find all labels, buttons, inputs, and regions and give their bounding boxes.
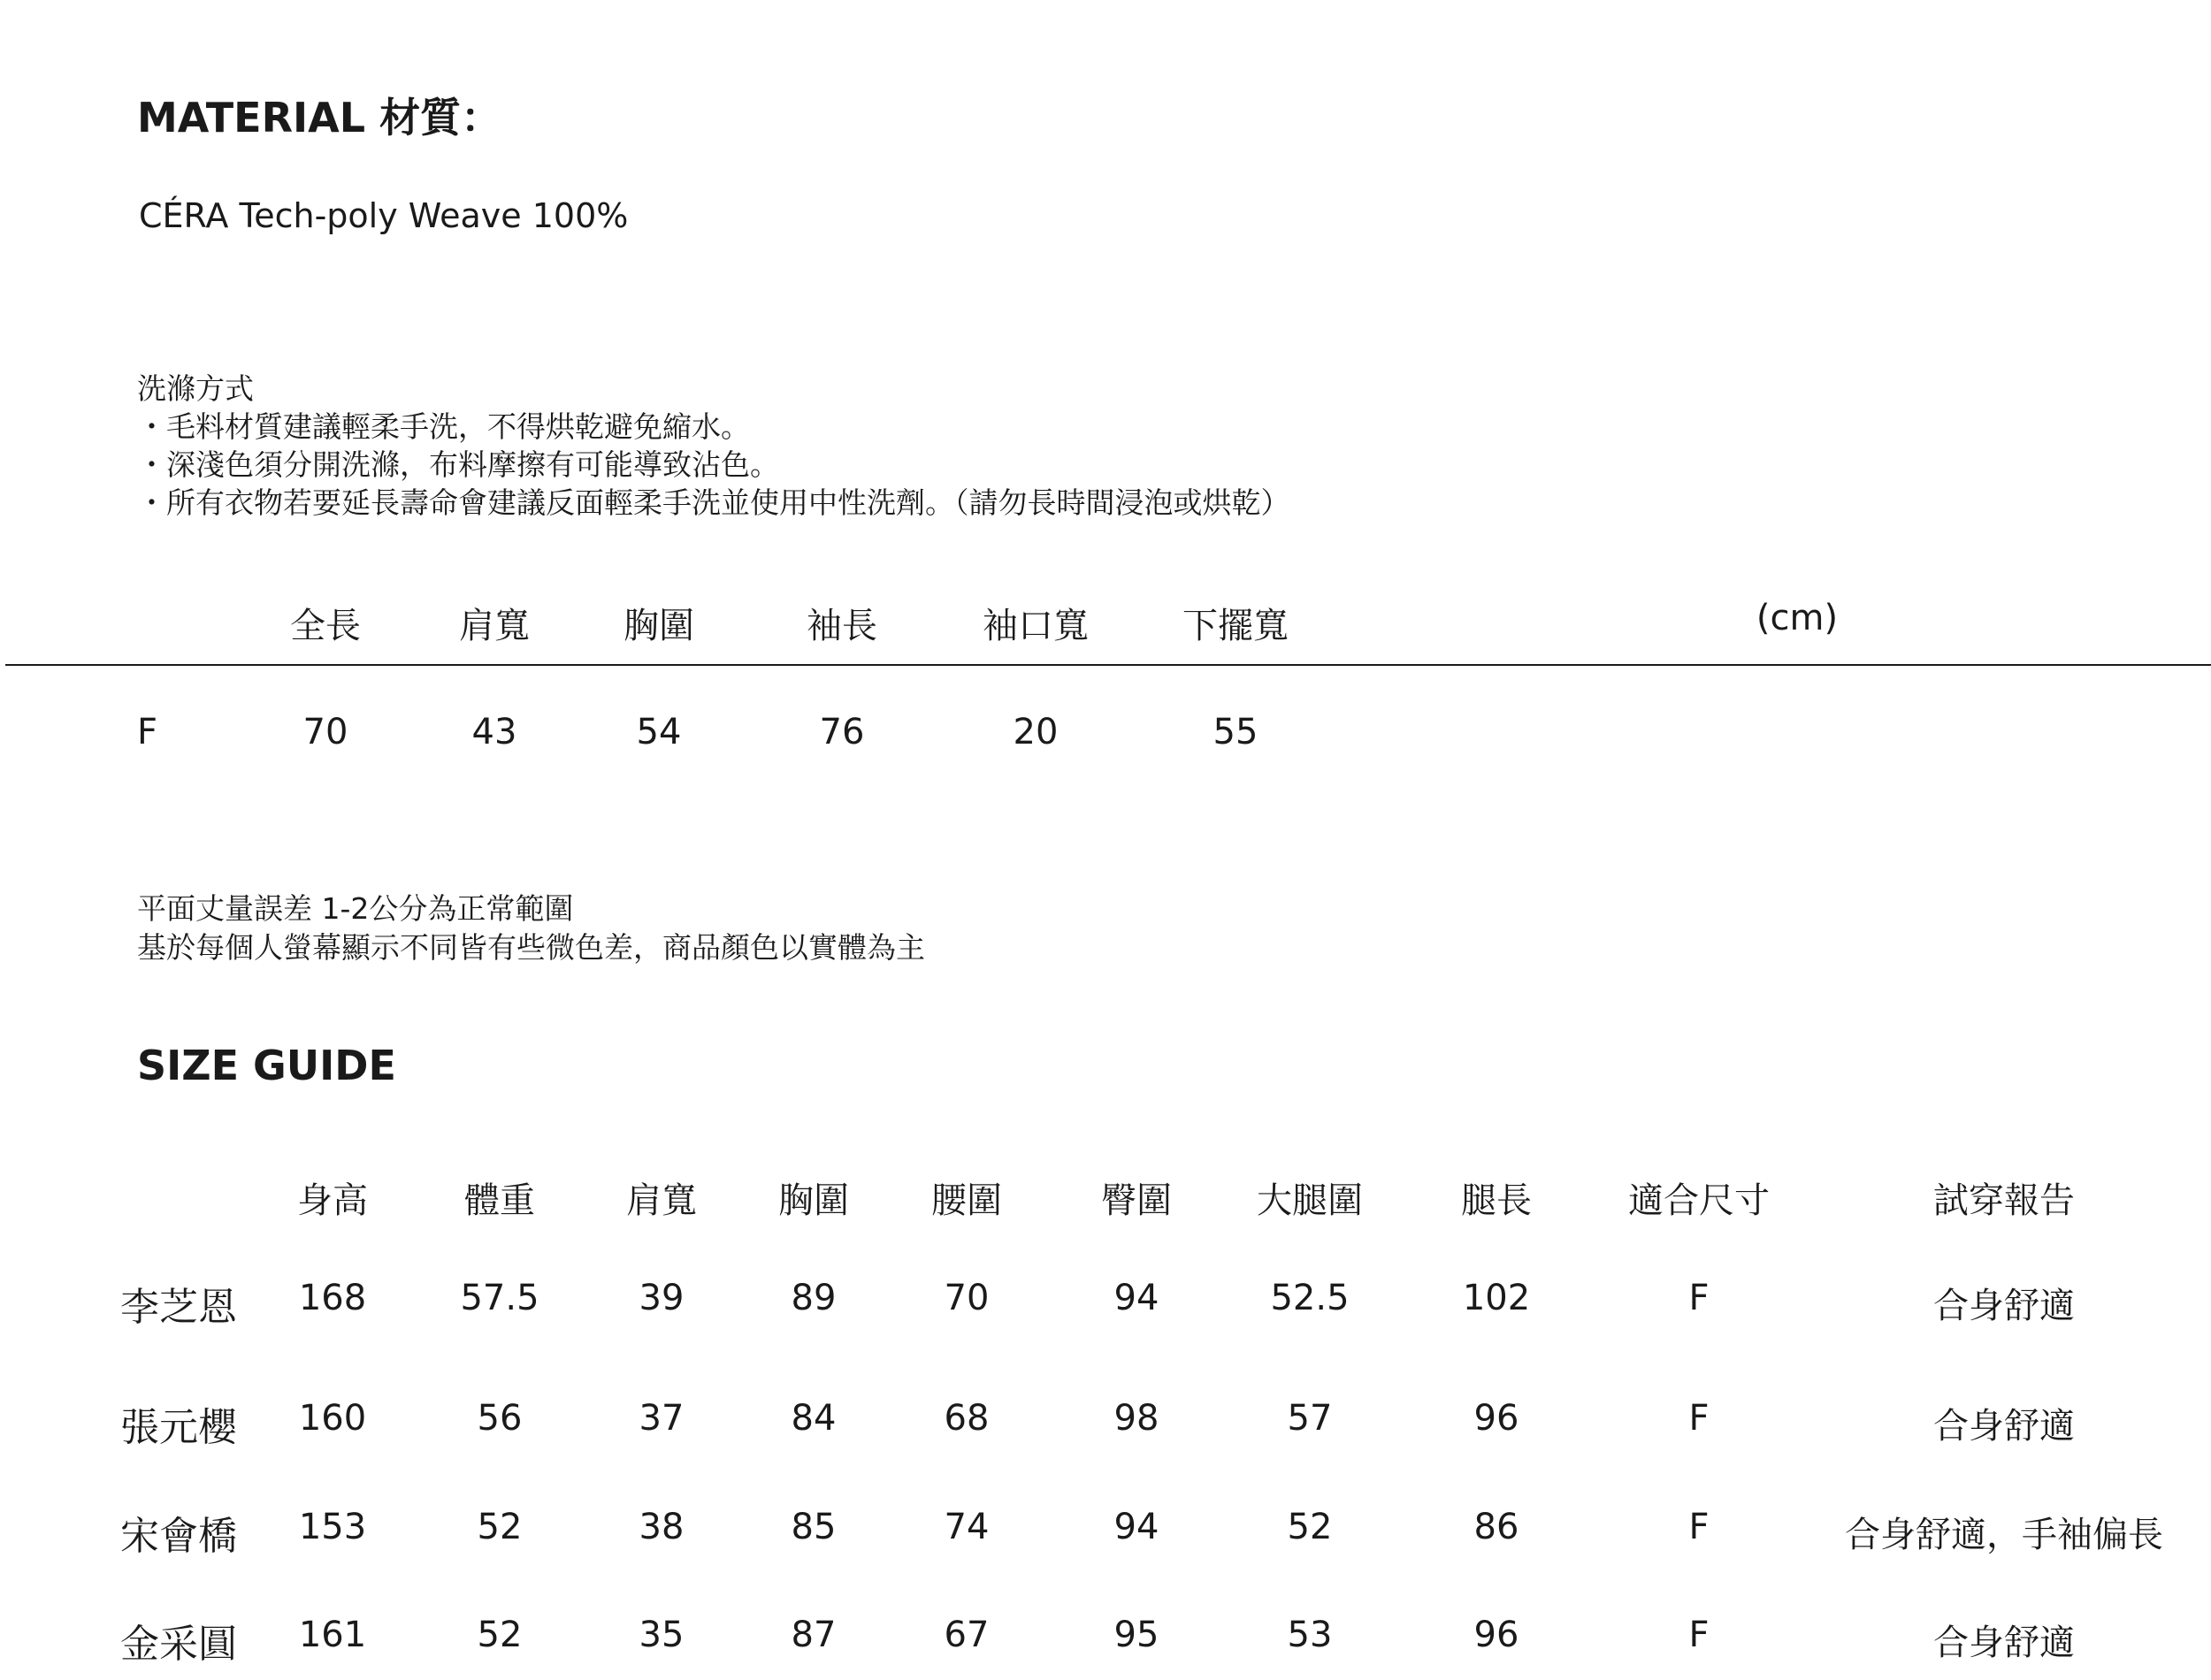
fit-report: 合身舒適	[1933, 1623, 2075, 1663]
fit-report: 合身舒適	[1933, 1406, 2075, 1447]
guide-value: 84	[791, 1398, 837, 1439]
guide-value: 89	[791, 1278, 837, 1318]
material-composition: CÉRA Tech-poly Weave 100%	[139, 196, 629, 235]
guide-header: 試穿報告	[1933, 1180, 2075, 1221]
measure-header: 袖口寬	[983, 606, 1089, 646]
guide-value: 86	[1473, 1507, 1519, 1547]
fit-report: 合身舒適	[1933, 1286, 2075, 1326]
measure-header: 全長	[290, 606, 361, 646]
guide-value: 56	[477, 1398, 523, 1439]
measure-header: 袖長	[807, 606, 877, 646]
model-name: 張元櫻	[120, 1405, 237, 1450]
measure-value: 54	[636, 712, 682, 752]
measure-value: 20	[1013, 712, 1059, 752]
measure-value: 76	[819, 712, 865, 752]
guide-value: 70	[944, 1278, 990, 1318]
guide-value: 35	[639, 1615, 685, 1655]
measure-header: 下擺寬	[1182, 606, 1289, 646]
model-name: 金采圓	[120, 1622, 237, 1667]
guide-value: 94	[1113, 1507, 1159, 1547]
table-divider	[5, 664, 2211, 666]
guide-value: 160	[298, 1398, 367, 1439]
size-guide-heading: SIZE GUIDE	[137, 1042, 396, 1089]
unit-label: (cm)	[1756, 598, 1839, 638]
guide-header: 臀圍	[1101, 1180, 1172, 1221]
guide-value: 53	[1287, 1615, 1333, 1655]
guide-header: 大腿圍	[1257, 1180, 1363, 1221]
guide-value: 38	[639, 1507, 685, 1547]
guide-value: 94	[1113, 1278, 1159, 1318]
guide-value: 102	[1462, 1278, 1531, 1318]
model-name: 宋會橋	[120, 1514, 237, 1559]
measurement-notes	[137, 890, 925, 967]
measure-header: 肩寬	[459, 606, 530, 646]
guide-value: 57.5	[460, 1278, 539, 1318]
guide-header: 腿長	[1461, 1180, 1532, 1221]
guide-value: 161	[298, 1615, 367, 1655]
guide-value: 39	[639, 1278, 685, 1318]
guide-value: 37	[639, 1398, 685, 1439]
guide-header: 腰圍	[931, 1180, 1002, 1221]
care-line: ・深淺色須分開洗滌，布料摩擦有可能導致沾色。	[137, 447, 779, 482]
guide-value: 68	[944, 1398, 990, 1439]
model-name: 李芝恩	[120, 1285, 237, 1330]
guide-value: 52	[477, 1507, 523, 1547]
guide-value: 67	[944, 1615, 990, 1655]
guide-header: 肩寬	[626, 1180, 697, 1221]
guide-value: 57	[1287, 1398, 1333, 1439]
guide-value: 153	[298, 1507, 367, 1547]
guide-value: 52	[1287, 1507, 1333, 1547]
care-instructions	[137, 370, 1290, 522]
guide-value: 95	[1113, 1615, 1159, 1655]
material-heading: MATERIAL 材質：	[137, 94, 502, 141]
note-line: 基於每個人螢幕顯示不同皆有些微色差，商品顏色以實體為主	[137, 930, 925, 965]
guide-value: F	[1688, 1615, 1710, 1655]
fit-report: 合身舒適，手袖偏長	[1845, 1515, 2163, 1555]
guide-value: 87	[791, 1615, 837, 1655]
care-line: ・毛料材質建議輕柔手洗，不得烘乾避免縮水。	[137, 409, 750, 444]
guide-value: 98	[1113, 1398, 1159, 1439]
guide-value: 96	[1473, 1615, 1519, 1655]
guide-value: 85	[791, 1507, 837, 1547]
guide-header: 身高	[297, 1180, 368, 1221]
measure-value: 43	[471, 712, 517, 752]
guide-value: 168	[298, 1278, 367, 1318]
measure-header: 胸圍	[624, 606, 694, 646]
guide-value: 74	[944, 1507, 990, 1547]
guide-value: 52.5	[1270, 1278, 1350, 1318]
measure-value: 70	[302, 712, 348, 752]
guide-value: F	[1688, 1398, 1710, 1439]
note-line: 平面丈量誤差 1-2公分為正常範圍	[137, 891, 574, 926]
size-label: F	[137, 712, 158, 752]
guide-header: 適合尺寸	[1628, 1180, 1770, 1221]
measure-value: 55	[1213, 712, 1259, 752]
care-line: ・所有衣物若要延長壽命會建議反面輕柔手洗並使用中性洗劑。（請勿長時間浸泡或烘乾）	[137, 485, 1290, 520]
care-title: 洗滌方式	[137, 371, 254, 406]
guide-value: 52	[477, 1615, 523, 1655]
guide-header: 體重	[464, 1180, 535, 1221]
guide-value: F	[1688, 1507, 1710, 1547]
guide-value: 96	[1473, 1398, 1519, 1439]
guide-header: 胸圍	[778, 1180, 849, 1221]
guide-value: F	[1688, 1278, 1710, 1318]
